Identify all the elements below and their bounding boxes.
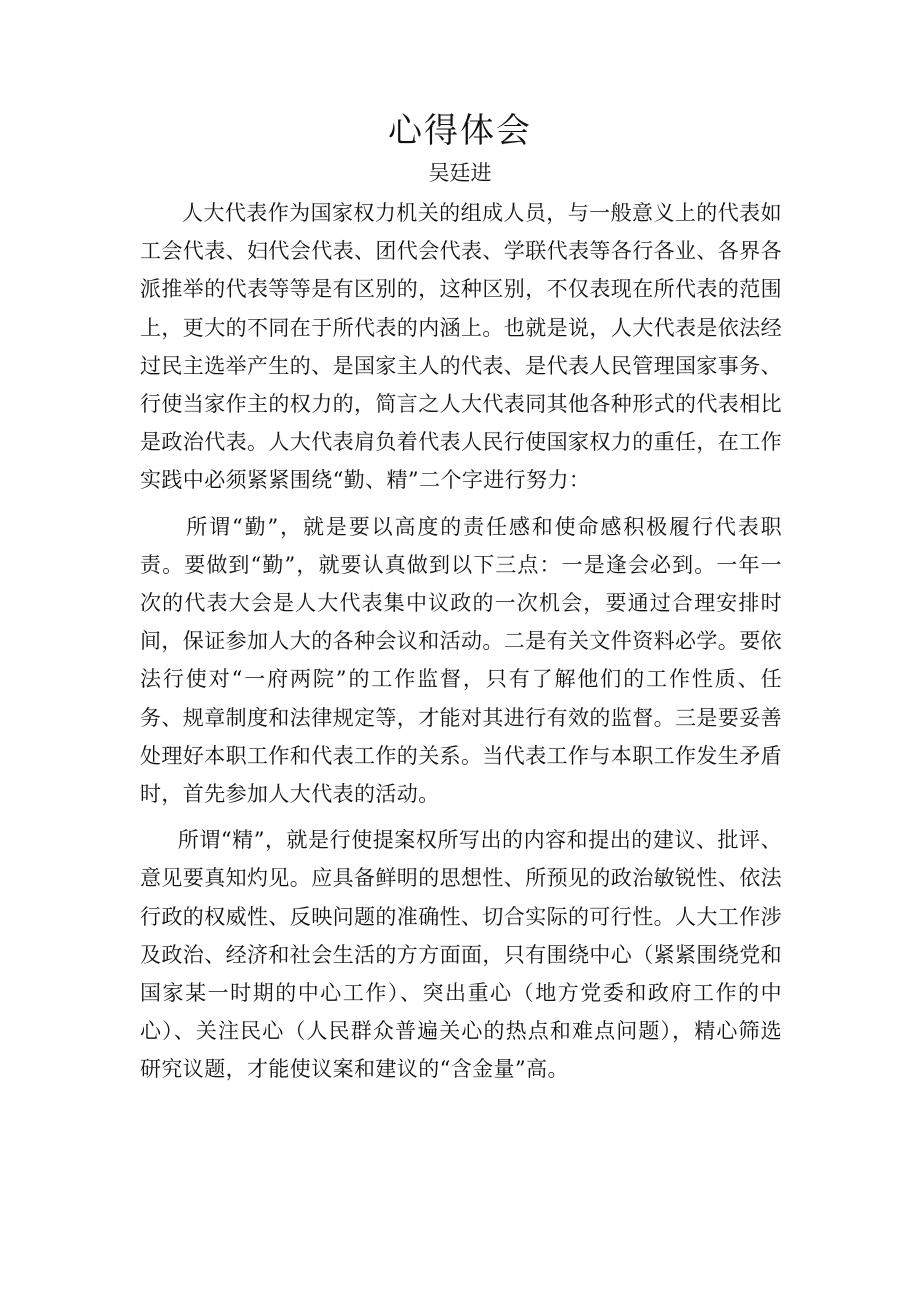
- document-body: [140, 194, 782, 1089]
- paragraph-1: 人大代表作为国家权力机关的组成人员，与一般意义上的代表如工会代表、妇代会代表、团代会代表、学联代表等各行各业、各界各派推举的代表等等是有区别的，这种区别，不仅表现在所代表的范围上，更大的不同在于所代表的内涵上。也就是说，人大代表是依法经过民主选举产生的、是国家主人的代表、是代表人民管理国家事务、行使当家作主的权力的，简言之人大代表同其他各种形式的代表相比是政治代表。人大代表肩负着代表人民行使国家权力的重任，在工作实践中必须紧紧围绕“勤、精”二个字进行努力：: [140, 201, 782, 493]
- paragraph-3: 所谓“精”，就是行使提案权所写出的内容和提出的建议、批评、意见要真知灼见。应具备鲜明的思想性、所预见的政治敏锐性、依法行政的权威性、反映问题的准确性、切合实际的可行性。人大工作涉及政治、经济和社会生活的方方面面，只有围绕中心（紧紧围绕党和国家某一时期的中心工作）、突出重心（地方党委和政府工作的中心）、关注民心（人民群众普遍关心的热点和难点问题），精心筛选研究议题，才能使议案和建议的“含金量”高。: [140, 828, 782, 1082]
- document-title: 心得体会: [388, 111, 532, 151]
- document-author: 吴廷进: [428, 161, 492, 185]
- paragraph-2: 所谓“勤”，就是要以高度的责任感和使命感积极履行代表职责。要做到“勤”，就要认真做到以下三点：一是逢会必到。一年一次的代表大会是人大代表集中议政的一次机会，要通过合理安排时间，保证参加人大的各种会议和活动。二是有关文件资料必学。要依法行使对“一府两院”的工作监督，只有了解他们的工作性质、任务、规章制度和法律规定等，才能对其进行有效的监督。三是要妥善处理好本职工作和代表工作的关系。当代表工作与本职工作发生矛盾时，首先参加人大代表的活动。: [140, 514, 782, 807]
